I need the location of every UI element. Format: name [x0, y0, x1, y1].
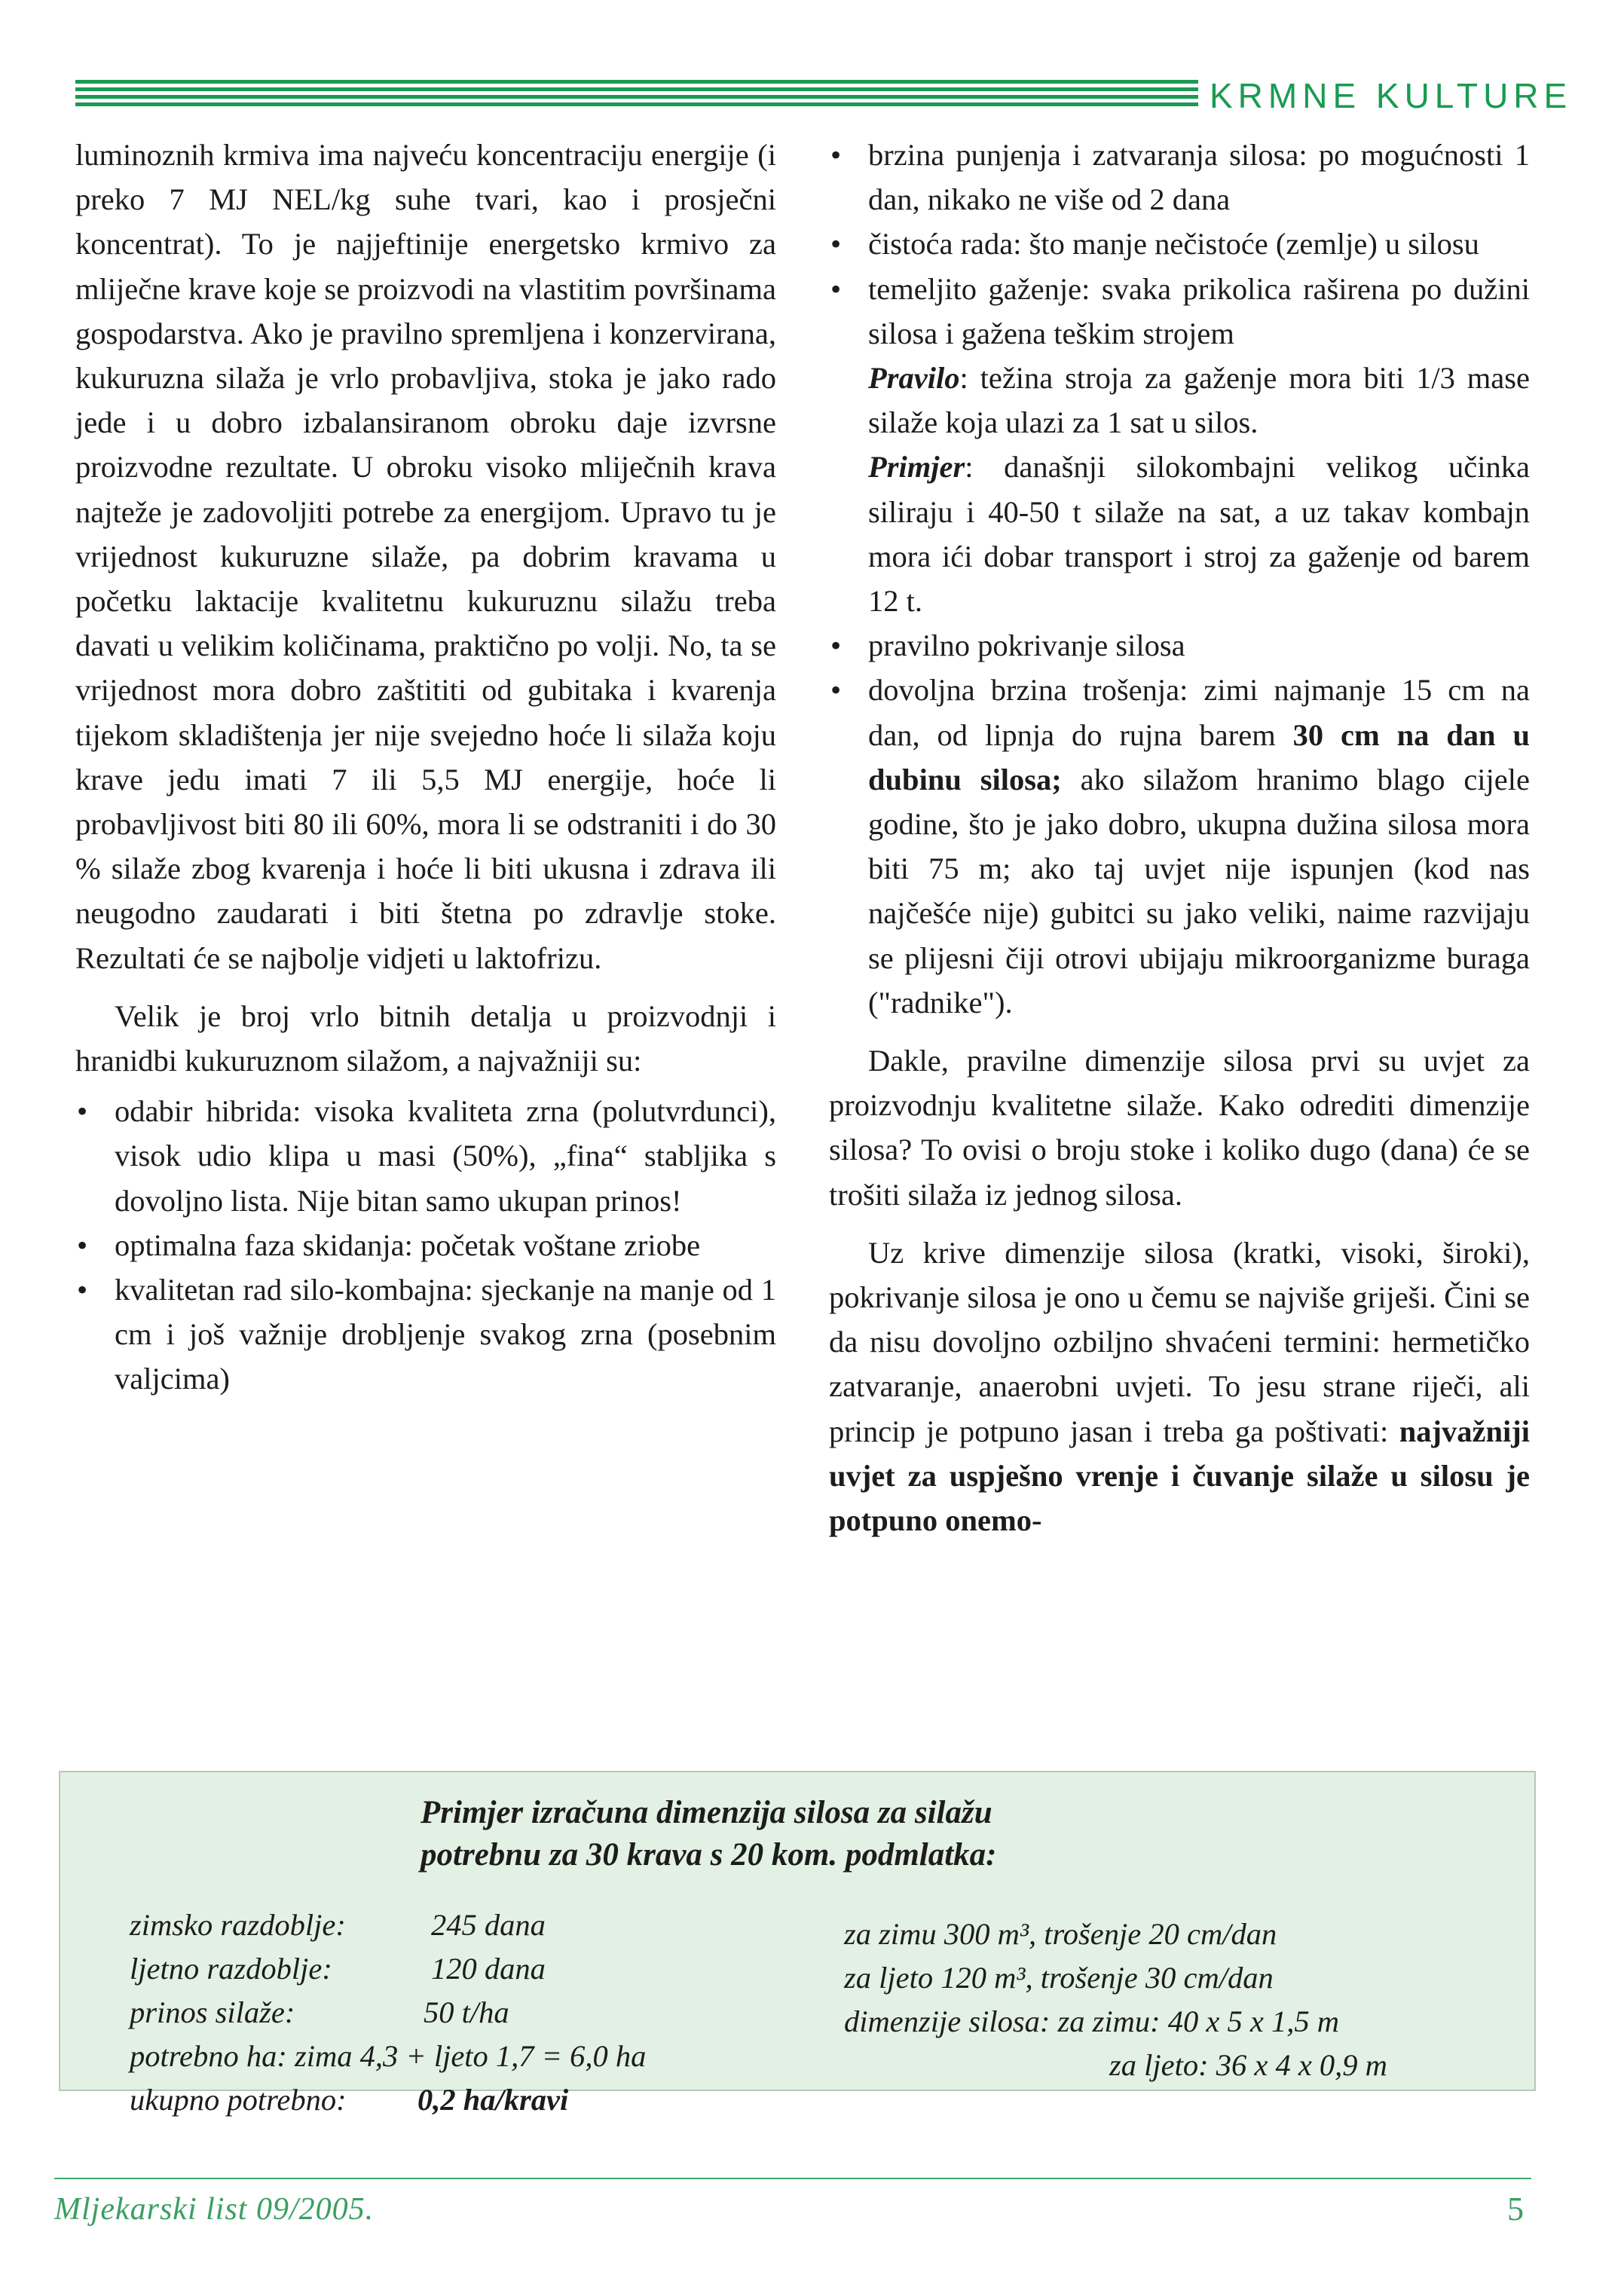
- list-item-text: temeljito gaženje: svaka prikolica raširena po dužini silosa i gažena teškim strojem: [868, 271, 1530, 350]
- calculation-results: [844, 1912, 1387, 2087]
- list-item: [829, 668, 1530, 1025]
- list-item: • brzina punjenja i zatvaranja silosa: po mogućnosti 1 dan, nikako ne više od 2 dana: [829, 133, 1530, 222]
- details-paragraph: Velik je broj vrlo bitnih detalja u proizvodnji i hranidbi kukuruznom silažom, a najvažniji su:: [75, 998, 776, 1078]
- input-label: ljetno razdoblje:: [130, 1952, 332, 1986]
- box-title-line: potrebnu za 30 krava s 20 kom. podmlatka:: [421, 1837, 997, 1873]
- box-title: [421, 1792, 1174, 1876]
- list-item-emphasis: 30 cm na dan u dubinu silosa;: [868, 717, 1530, 796]
- list-item: • optimalna faza skidanja: početak voštane zriobe: [75, 1223, 776, 1267]
- needed-ha: potrebno ha: zima 4,3 + ljeto 1,7 = 6,0 ha: [130, 2039, 647, 2073]
- list-item: • čistoća rada: što manje nečistoće (zemlje) u silosu: [829, 222, 1530, 266]
- result-line: za ljeto 120 m³, trošenje 30 cm/dan: [844, 1961, 1274, 1995]
- list-item: • pravilno pokrivanje silosa: [829, 623, 1530, 668]
- right-column: [829, 133, 1530, 1542]
- input-label: prinos silaže:: [130, 1995, 295, 2029]
- example-text: : današnji silokombajni velikog učinka siliraju i 40-50 t silaže na sat, a uz takav kombajn mora ići dobar transport i stroj za gaženje od barem 12 t.: [868, 450, 1530, 619]
- list-item: [829, 267, 1530, 624]
- list-item: • kvalitetan rad silo-kombajna: sjeckanje na manje od 1 cm i još važnije drobljenje svakog zrna (posebnim valjcima): [75, 1267, 776, 1402]
- dakle-paragraph: Dakle, pravilne dimenzije silosa prvi su uvjet za proizvodnju kvalitetne silaže. Kako odrediti dimenzije silosa? To ovisi o broju stoke i koliko dugo (dana) će se trošiti silaža iz jednog silosa.: [829, 1044, 1530, 1212]
- section-title: KRMNE KULTURE: [1210, 76, 1573, 115]
- details-list: [75, 1089, 776, 1401]
- header-rule: [75, 80, 1198, 110]
- input-label: zimsko razdoblje:: [130, 1908, 346, 1942]
- paragraph-emphasis: najvažniji uvjet za uspješno vrenje i čuvanje silaže u silosu je potpuno onemo-: [829, 1414, 1530, 1538]
- intro-paragraph: luminoznih krmiva ima najveću koncentraciju energije (i preko 7 MJ NEL/kg suhe tvari, kao i prosječni koncentrat). To je najjeftinije energetsko krmivo za mliječne krave koje se proizvodi na vlastitim površinama gospodarstva. Ako je pravilno spremljena i konzervirana, kukuruzna silaža je vrlo probavljiva, stoka je jako rado jede i u dobro izbalansiranom obroku daje izvrsne proizvodne rezultate. U obroku visoko mliječnih krava najteže je zadovoljiti potrebe za energijom. Upravo tu je vrijednost kukuruzne silaže, pa dobrim kravama u početku laktacije kvalitetnu kukuruznu silažu treba davati u velikim količinama, praktično po volji. No, ta se vrijednost mora dobro zaštititi od gubitaka i kvarenja tijekom skladištenja jer nije svejedno hoće li silaža koju krave jedu imati 7 ili 5,5 MJ energije, hoće li probavljivost biti 80 ili 60%, mora li se odstraniti i do 30 % silaže zbog kvarenja i hoće li biti ukusna i zdrava ili neugodno zaudarati i biti štetna po zdravlje stoke. Rezultati će se najbolje vidjeti u laktofrizu.: [75, 138, 776, 975]
- input-value: 50 t/ha: [424, 1995, 509, 2029]
- page-number: 5: [1507, 2191, 1524, 2227]
- input-value: 245 dana: [431, 1908, 546, 1942]
- rule-text: : težina stroja za gaženje mora biti 1/3 mase silaže koja ulazi za 1 sat u silos.: [868, 361, 1530, 440]
- total-label: ukupno potrebno:: [130, 2083, 347, 2117]
- box-title-line: Primjer izračuna dimenzija silosa za silažu: [421, 1795, 992, 1830]
- input-value: 120 dana: [431, 1952, 546, 1986]
- calculation-box: [59, 1771, 1536, 2117]
- publication-name: Mljekarski list 09/2005.: [54, 2192, 375, 2227]
- paragraph-text: Uz krive dimenzije silosa (kratki, visoki, široki), pokrivanje silosa je ono u čemu se najviše griješi. Čini se da nisu dovoljno ozbiljno shvaćeni termini: hermetičko zatvaranje, anaerobni uvjeti. To jesu strane riječi, ali princip je potpuno jasan i treba ga poštivati:: [829, 1235, 1530, 1448]
- rule-label: Pravilo: [868, 361, 960, 396]
- footer-rule: [54, 2178, 1531, 2179]
- total-value: 0,2 ha/kravi: [417, 2083, 569, 2117]
- example-label: Primjer: [868, 450, 965, 485]
- list-item-text: dovoljna brzina trošenja: zimi najmanje 15 cm na dan, od lipnja do rujna barem: [868, 673, 1530, 752]
- result-line: za ljeto: 36 x 4 x 0,9 m: [1109, 2048, 1387, 2082]
- silo-list: [829, 133, 1530, 1025]
- uz-paragraph: [829, 1231, 1530, 1542]
- left-column: [75, 133, 776, 1402]
- result-line: dimenzije silosa: za zimu: 40 x 5 x 1,5 m: [844, 2004, 1339, 2038]
- list-item: • odabir hibrida: visoka kvaliteta zrna (polutvrdunci), visok udio klipa u masi (50%), „fina“ stabljika s dovoljno lista. Nije bitan samo ukupan prinos!: [75, 1089, 776, 1223]
- result-line: za zimu 300 m³, trošenje 20 cm/dan: [844, 1917, 1277, 1951]
- list-item-text: ako silažom hranimo blago cijele godine, što je jako dobro, ukupna dužina silosa mora biti 75 m; ako taj uvjet nije ispunjen (kod nas najčešće nije) gubitci su jako veliki, naime razvijaju se plijesni čiji otrovi ubijaju mikroorganizme buraga ("radnike").: [868, 762, 1531, 1020]
